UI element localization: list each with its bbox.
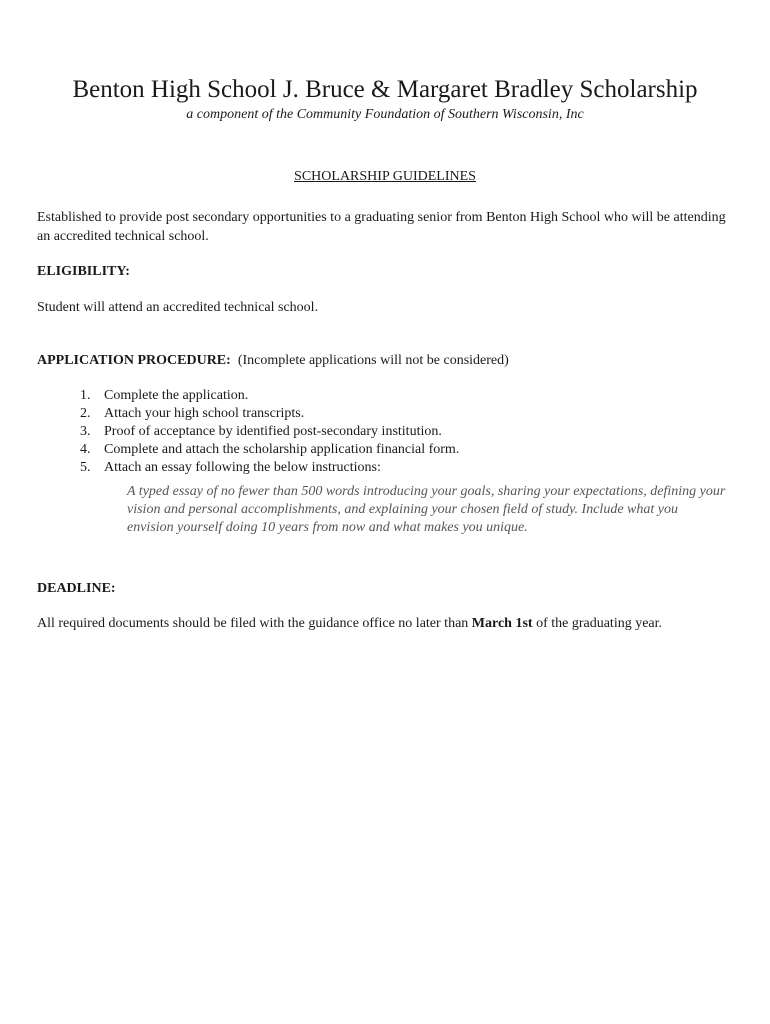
step-number: 2. [80,406,91,421]
step-number: 1. [80,388,91,403]
section-heading-text: SCHOLARSHIP GUIDELINES [294,169,476,184]
procedure-steps-list [80,387,459,477]
document-subtitle: a component of the Community Foundation of Southern Wisconsin, Inc [186,107,584,122]
step-text: Attach an essay following the below instructions: [104,460,381,475]
eligibility-label: ELIGIBILITY: [37,264,130,279]
deadline-text-before: All required documents should be filed with the guidance office no later than [37,616,469,631]
essay-instructions: A typed essay of no fewer than 500 words introducing your goals, sharing your expectations, defining your vision and personal accomplishments, and explaining your chosen field of study. Include what you envision yourself doing 10 years from now and what makes you unique. [127,484,726,535]
deadline-text [37,614,737,633]
section-heading [0,167,770,187]
intro-paragraph: Established to provide post secondary opportunities to a graduating senior from Benton High School who will be attending an accredited technical school. [37,210,726,244]
step-text: Proof of acceptance by identified post-secondary institution. [104,424,442,439]
list-item [80,405,459,423]
procedure-heading [37,351,509,370]
procedure-label: APPLICATION PROCEDURE: [37,353,231,368]
deadline-date: March 1st [471,616,533,631]
deadline-label: DEADLINE: [37,581,116,596]
procedure-note: (Incomplete applications will not be considered) [237,353,509,368]
step-text: Complete and attach the scholarship application financial form. [104,442,460,457]
list-item [80,423,459,441]
step-number: 5. [80,460,91,475]
list-item [80,459,459,477]
eligibility-text: Student will attend an accredited technical school. [37,300,319,315]
document-title: Benton High School J. Bruce & Margaret Bradley Scholarship [72,76,698,103]
step-number: 4. [80,442,91,457]
step-number: 3. [80,424,91,439]
deadline-text-after: of the graduating year. [536,616,663,631]
list-item [80,441,459,459]
list-item [80,387,459,405]
step-text: Attach your high school transcripts. [104,406,305,421]
step-text: Complete the application. [104,388,249,403]
